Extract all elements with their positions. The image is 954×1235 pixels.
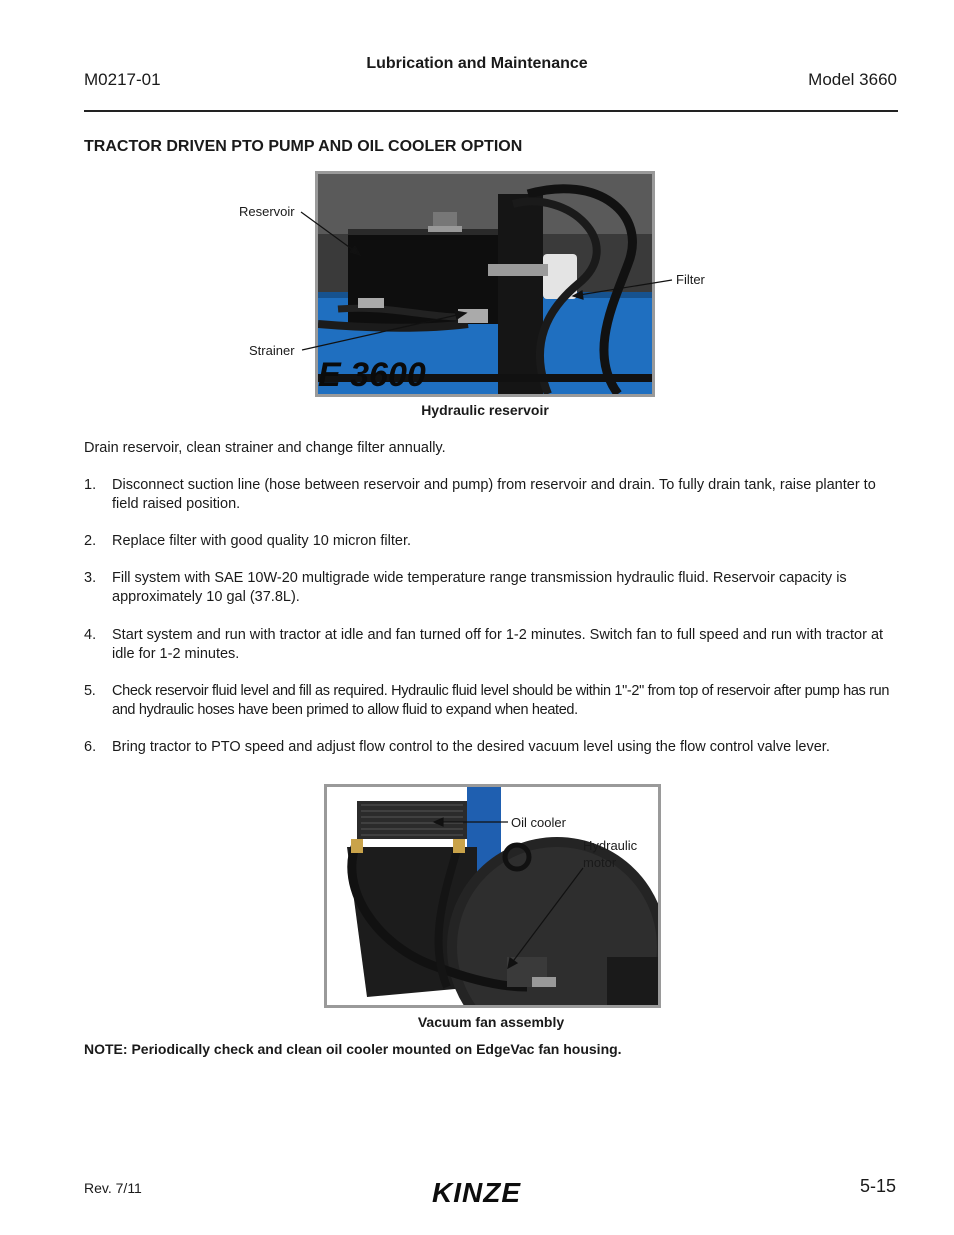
callout-hydraulic-motor-line2: motor (583, 855, 617, 870)
step-text: Bring tractor to PTO speed and adjust flow control to the desired vacuum level using the flow control valve lever. (112, 739, 830, 755)
figure2-caption: Vacuum fan assembly (417, 1014, 565, 1030)
step-6 (84, 738, 898, 757)
callout-filter: Filter (676, 272, 705, 287)
step-text: Disconnect suction line (hose between reservoir and pump) from reservoir and drain. To fully drain tank, raise planter to field raised position. (112, 477, 876, 512)
callout-oil-cooler: Oil cooler (511, 815, 566, 830)
step-text: Check reservoir fluid level and fill as required. Hydraulic fluid level should be within 1"-2" from top of reservoir after pump has run and hydraulic hoses have been primed to allow fluid to expand when heated. (112, 683, 890, 718)
step-number: 5. (84, 683, 96, 699)
step-2 (84, 532, 898, 551)
document-number: M0217-01 (84, 70, 161, 89)
logo-text: KINZE (432, 1177, 521, 1206)
page-number: 5-15 (859, 1176, 896, 1196)
revision-label: Rev. 7/11 (84, 1180, 142, 1196)
intro-paragraph: Drain reservoir, clean strainer and change filter annually. (84, 440, 446, 456)
vacuum-fan-assembly-photo (324, 784, 661, 1008)
step-5 (84, 682, 898, 720)
step-number: 3. (84, 570, 97, 586)
step-1 (84, 476, 898, 514)
callout-hydraulic-motor (583, 837, 637, 871)
step-number: 2. (84, 533, 97, 549)
section-header: Lubrication and Maintenance (366, 55, 588, 72)
callout-strainer: Strainer (249, 343, 295, 358)
callout-reservoir: Reservoir (239, 204, 295, 219)
step-4 (84, 626, 898, 664)
step-text: Fill system with SAE 10W-20 multigrade wide temperature range transmission hydraulic fluid. Reservoir capacity is approximately 10 gal (37.8L). (112, 570, 847, 605)
figure1-caption: Hydraulic reservoir (421, 402, 549, 418)
hydraulic-reservoir-photo (315, 171, 655, 397)
step-text: Replace filter with good quality 10 micron filter. (112, 533, 412, 549)
planter-decal-text: E 3600 (318, 356, 426, 394)
step-number: 4. (84, 627, 97, 643)
model-label: Model 3660 (808, 70, 897, 89)
step-number: 6. (84, 739, 97, 755)
step-number: 1. (84, 477, 97, 493)
maintenance-note: NOTE: Periodically check and clean oil cooler mounted on EdgeVac fan housing. (84, 1041, 622, 1057)
callout-hydraulic-motor-line1: Hydraulic (583, 838, 638, 853)
step-3 (84, 569, 898, 607)
kinze-logo (430, 1176, 550, 1211)
header-divider (84, 110, 898, 112)
step-text: Start system and run with tractor at idle and fan turned off for 1-2 minutes. Switch fan to full speed and run with tractor at idle for 1-2 minutes. (112, 627, 884, 662)
section-title: TRACTOR DRIVEN PTO PUMP AND OIL COOLER OPTION (84, 138, 523, 155)
